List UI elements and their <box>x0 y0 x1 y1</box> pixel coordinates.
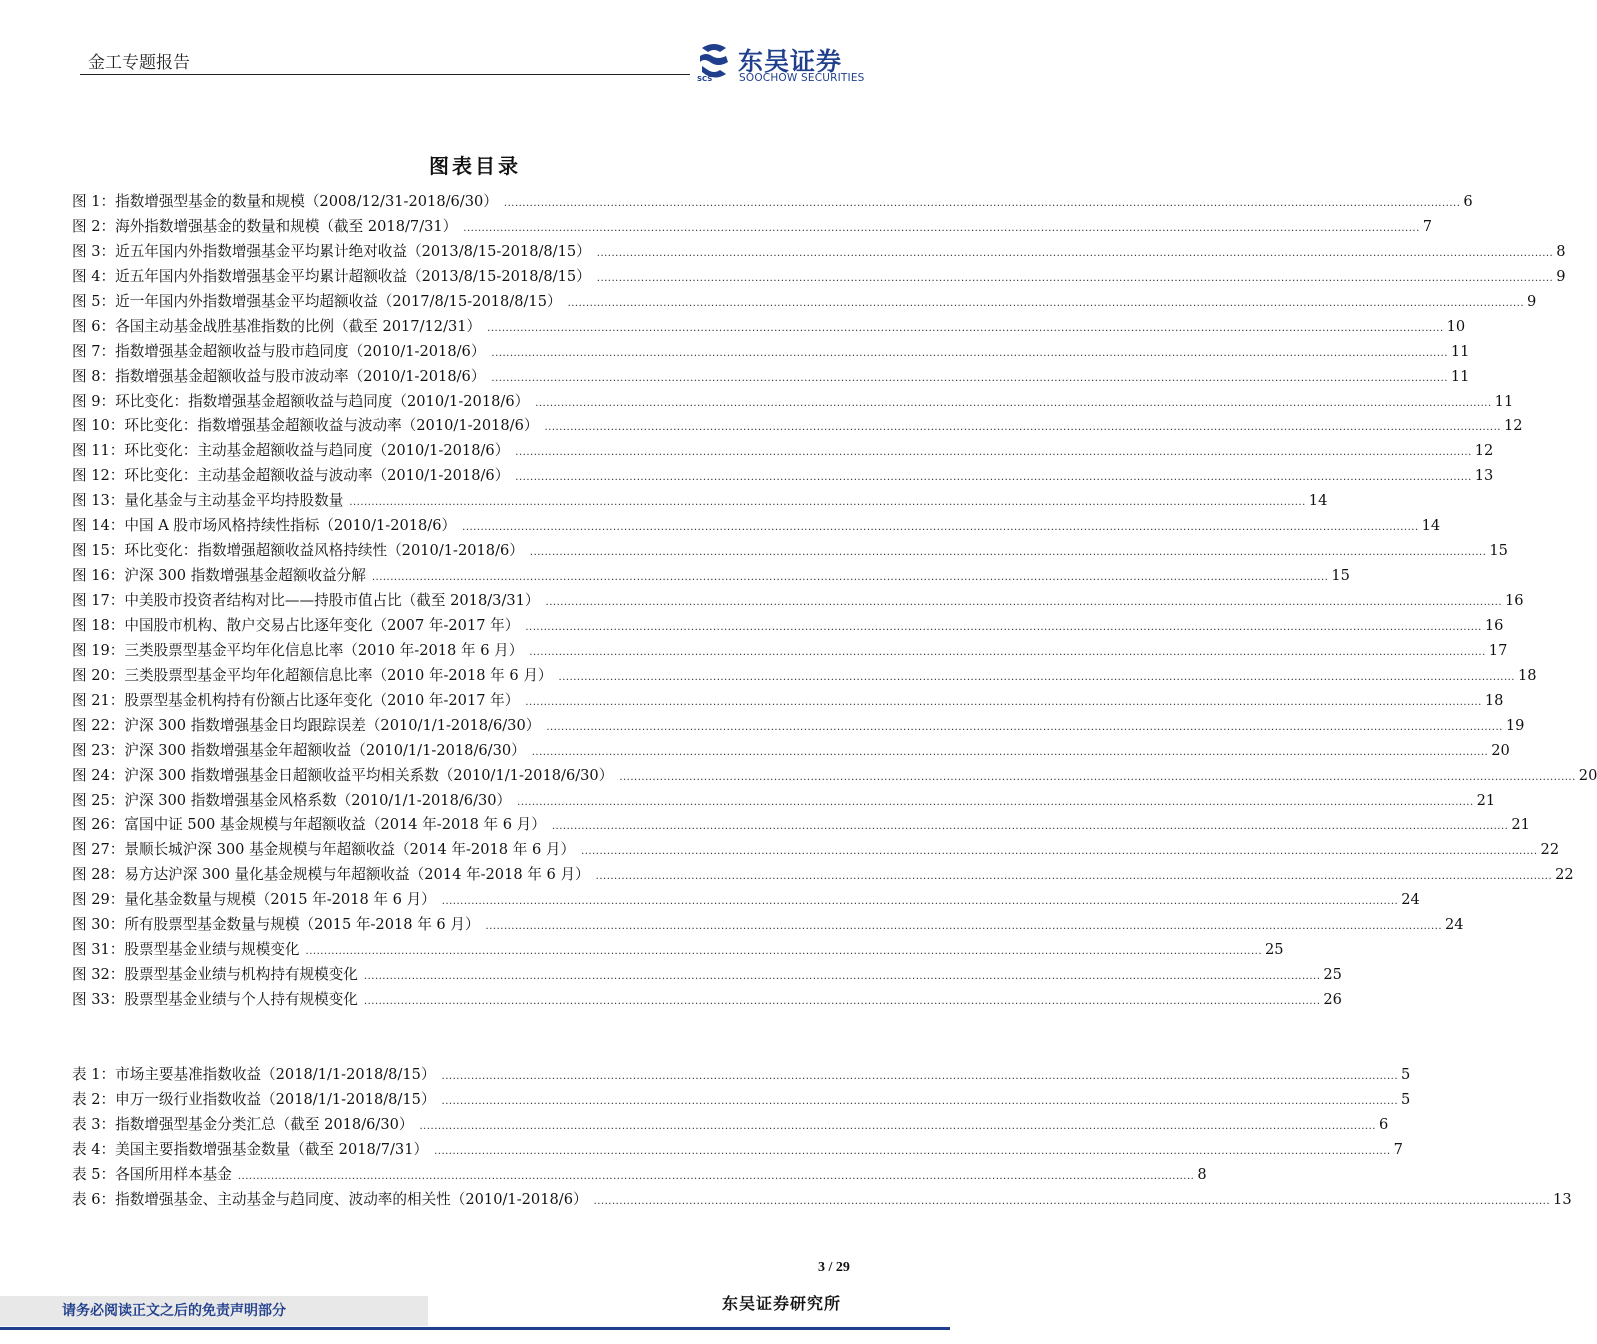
toc-figure-entry[interactable] <box>72 240 1566 265</box>
toc-table-entry-page: 7 <box>1393 1140 1403 1158</box>
toc-figure-entry-label: 图 33：股票型基金业绩与个人持有规模变化 <box>72 991 358 1008</box>
toc-figure-entry[interactable] <box>72 813 1530 838</box>
toc-figure-entry-page: 17 <box>1488 641 1508 659</box>
toc-figure-entry-page: 14 <box>1308 492 1328 510</box>
toc-figure-entry-label: 图 12：环比变化：主动基金超额收益与波动率（2010/1-2018/6） <box>72 467 510 485</box>
toc-figure-entry-label: 图 17：中美股市投资者结构对比——持股市值占比（截至 2018/3/31） <box>72 592 540 609</box>
leader-dots: .................................................................................................................................................................................................................................................................... <box>525 621 1482 633</box>
toc-table-entry[interactable] <box>72 1138 1403 1163</box>
toc-table-entry-page: 8 <box>1197 1165 1207 1183</box>
leader-dots: .................................................................................................................................................................................................................................................................... <box>237 1170 1195 1182</box>
logo-name-cn: 东吴证券 <box>738 47 843 76</box>
leader-dots: .................................................................................................................................................................................................................................................................... <box>503 198 1461 209</box>
leader-dots: .................................................................................................................................................................................................................................................................... <box>531 746 1489 758</box>
toc-figure-entry-page: 16 <box>1484 616 1504 634</box>
toc-table-entry-label: 表 3：指数增强型基金分类汇总（截至 2018/6/30） <box>72 1115 414 1133</box>
toc-figure-entry-page: 22 <box>1540 841 1560 859</box>
toc-figure-entry-page: 9 <box>1556 267 1566 285</box>
toc-figure-entry-label: 图 3：近五年国内外指数增强基金平均累计绝对收益（2013/8/15-2018/8/15） <box>72 242 591 260</box>
toc-figure-entry-page: 10 <box>1446 317 1466 335</box>
toc-table-entry-label: 表 6：指数增强基金、主动基金与趋同度、波动率的相关性（2010/1-2018/6） <box>72 1190 588 1208</box>
toc-figure-entry-page: 18 <box>1517 666 1537 684</box>
leader-dots: .................................................................................................................................................................................................................................................................... <box>581 846 1538 858</box>
leader-dots: .................................................................................................................................................................................................................................................................... <box>546 721 1503 733</box>
leader-dots: .................................................................................................................................................................................................................................................................... <box>305 946 1262 958</box>
toc-figure-entry-page: 16 <box>1505 592 1524 609</box>
leader-dots: .................................................................................................................................................................................................................................................................... <box>619 771 1576 783</box>
report-type-label: 金工专题报告 <box>88 53 190 73</box>
leader-dots: .................................................................................................................................................................................................................................................................... <box>595 871 1553 883</box>
leader-dots: .................................................................................................................................................................................................................................................................... <box>462 522 1419 534</box>
toc-figure-entry[interactable] <box>72 564 1350 589</box>
toc-figure-entry-label: 图 6：各国主动基金战胜基准指数的比例（截至 2017/12/31） <box>72 317 482 335</box>
toc-table-entry-page: 5 <box>1401 1066 1411 1083</box>
toc-figure-entry-page: 26 <box>1323 991 1342 1008</box>
leader-dots: .................................................................................................................................................................................................................................................................... <box>525 696 1482 708</box>
toc-figure-entry-page: 9 <box>1527 292 1537 310</box>
toc-figure-entry[interactable] <box>72 539 1508 564</box>
toc-figure-entry-label: 图 9：环比变化：指数增强基金超额收益与趋同度（2010/1-2018/6） <box>72 392 530 410</box>
toc-table-entry[interactable] <box>72 1063 1411 1088</box>
toc-figure-entry-label: 图 1：指数增强型基金的数量和规模（2008/12/31-2018/6/30） <box>72 193 498 210</box>
toc-figure-entry-page: 11 <box>1450 342 1470 360</box>
toc-figure-entry-label: 图 15：环比变化：指数增强超额收益风格持续性（2010/1-2018/6） <box>72 542 524 560</box>
toc-figure-entry[interactable] <box>72 315 1466 340</box>
toc-figure-entry[interactable] <box>72 215 1433 240</box>
toc-figure-entry-label: 图 11：环比变化：主动基金超额收益与趋同度（2010/1-2018/6） <box>72 442 510 460</box>
toc-table-entry[interactable] <box>72 1188 1572 1213</box>
toc-figure-entry[interactable] <box>72 589 1524 614</box>
leader-dots: .................................................................................................................................................................................................................................................................... <box>551 821 1509 833</box>
toc-figure-entry[interactable] <box>72 988 1342 1013</box>
toc-figure-entry-label: 图 32：股票型基金业绩与机构持有规模变化 <box>72 966 358 984</box>
toc-figure-entry-label: 图 20：三类股票型基金平均年化超额信息比率（2010 年-2018 年 6 月） <box>72 666 553 684</box>
toc-figure-entry-label: 图 28：易方达沪深 300 量化基金规模与年超额收益（2014 年-2018 年 6 月） <box>72 866 590 884</box>
toc-figure-entry-label: 图 2：海外指数增强基金的数量和规模（截至 2018/7/31） <box>72 217 458 235</box>
toc-figure-entry[interactable] <box>72 739 1510 764</box>
footer-disclaimer[interactable]: 请务必阅读正文之后的免责声明部分 <box>62 1303 286 1319</box>
footer-institute: 东吴证券研究所 <box>722 1294 842 1313</box>
leader-dots: .................................................................................................................................................................................................................................................................... <box>558 671 1515 683</box>
toc-figure-entry-page: 14 <box>1421 517 1441 535</box>
toc-figure-entry[interactable] <box>72 863 1574 888</box>
toc-figure-entry[interactable] <box>72 614 1504 639</box>
leader-dots: .................................................................................................................................................................................................................................................................... <box>544 422 1501 434</box>
toc-figure-entry-page: 6 <box>1463 193 1473 210</box>
toc-figure-entry-page: 15 <box>1489 542 1508 560</box>
leader-dots: .................................................................................................................................................................................................................................................................... <box>596 247 1554 259</box>
leader-dots: .................................................................................................................................................................................................................................................................... <box>434 1145 1391 1157</box>
toc-figure-entry-page: 12 <box>1474 442 1494 460</box>
toc-figure-entry-label: 图 4：近五年国内外指数增强基金平均累计超额收益（2013/8/15-2018/8/15） <box>72 267 591 285</box>
leader-dots: .................................................................................................................................................................................................................................................................... <box>491 372 1448 384</box>
toc-table-entry-page: 13 <box>1553 1190 1572 1208</box>
toc-figure-entry-label: 图 21：股票型基金机构持有份额占比逐年变化（2010 年-2017 年） <box>72 691 520 709</box>
toc-figure-entry-label: 图 31：股票型基金业绩与规模变化 <box>72 941 300 959</box>
leader-dots: .................................................................................................................................................................................................................................................................... <box>485 921 1443 933</box>
leader-dots: .................................................................................................................................................................................................................................................................... <box>567 297 1525 309</box>
leader-dots: .................................................................................................................................................................................................................................................................... <box>515 472 1472 484</box>
toc-figure-entry-label: 图 23：沪深 300 指数增强基金年超额收益（2010/1/1-2018/6/30） <box>72 741 526 759</box>
toc-figure-entry-page: 24 <box>1445 916 1464 934</box>
footer-rule <box>0 1327 950 1330</box>
toc-table-entry-label: 表 2：申万一级行业指数收益（2018/1/1-2018/8/15） <box>72 1090 436 1108</box>
toc-table-entry-label: 表 4：美国主要指数增强基金数量（截至 2018/7/31） <box>72 1140 429 1158</box>
toc-figure-entry-page: 11 <box>1450 367 1470 385</box>
toc-figure-entry[interactable] <box>72 365 1470 390</box>
leader-dots: .................................................................................................................................................................................................................................................................... <box>515 447 1472 459</box>
toc-figure-entry-page: 8 <box>1556 242 1566 260</box>
toc-figure-entry[interactable] <box>72 414 1523 439</box>
toc-figure-entry-label: 图 8：指数增强基金超额收益与股市波动率（2010/1-2018/6） <box>72 367 486 385</box>
toc-figure-entry-label: 图 13：量化基金与主动基金平均持股数量 <box>72 492 344 510</box>
toc-table-entry-label: 表 1：市场主要基准指数收益（2018/1/1-2018/8/15） <box>72 1066 436 1083</box>
toc-figure-entry[interactable] <box>72 464 1494 489</box>
toc-figure-entry-page: 20 <box>1491 741 1510 759</box>
toc-figure-entry[interactable] <box>72 340 1470 365</box>
toc-figure-entry-label: 图 14：中国 A 股市场风格持续性指标（2010/1-2018/6） <box>72 517 457 535</box>
toc-figure-entry[interactable] <box>72 190 1473 215</box>
toc-figure-entry-page: 19 <box>1505 716 1525 734</box>
table-list <box>72 1063 1572 1213</box>
toc-figure-entry-label: 图 26：富国中证 500 基金规模与年超额收益（2014 年-2018 年 6 月） <box>72 816 546 834</box>
leader-dots: .................................................................................................................................................................................................................................................................... <box>463 222 1420 234</box>
toc-table-entry-label: 表 5：各国所用样本基金 <box>72 1165 232 1183</box>
toc-figure-entry-label: 图 7：指数增强基金超额收益与股市趋同度（2010/1-2018/6） <box>72 342 486 360</box>
toc-figure-entry[interactable] <box>72 439 1494 464</box>
toc-figure-entry-page: 15 <box>1331 567 1350 585</box>
toc-figure-entry[interactable] <box>72 639 1508 664</box>
toc-figure-entry[interactable] <box>72 764 1597 789</box>
logo-abbreviation: SCS <box>697 75 713 83</box>
toc-table-entry-page: 5 <box>1401 1090 1411 1108</box>
toc-figure-entry-label: 图 24：沪深 300 指数增强基金日超额收益平均相关系数（2010/1/1-2018/6/30） <box>72 766 614 784</box>
toc-figure-entry-page: 11 <box>1494 392 1514 410</box>
leader-dots: .................................................................................................................................................................................................................................................................... <box>529 547 1487 559</box>
toc-figure-entry-label: 图 25：沪深 300 指数增强基金风格系数（2010/1/1-2018/6/30） <box>72 791 512 809</box>
toc-figure-entry[interactable] <box>72 838 1560 863</box>
toc-figure-entry[interactable] <box>72 913 1464 938</box>
logo-name-en: SOOCHOW SECURITIES <box>739 72 865 84</box>
toc-figure-entry-page: 7 <box>1422 217 1433 235</box>
leader-dots: .................................................................................................................................................................................................................................................................... <box>363 971 1321 983</box>
toc-figure-entry-page: 13 <box>1474 467 1494 485</box>
toc-figure-entry-label: 图 19：三类股票型基金平均年化信息比率（2010 年-2018 年 6 月） <box>72 641 524 659</box>
leader-dots: .................................................................................................................................................................................................................................................................... <box>349 497 1306 509</box>
toc-figure-entry[interactable] <box>72 265 1566 290</box>
toc-figure-entry[interactable] <box>72 290 1537 315</box>
toc-figure-entry-label: 图 27：景顺长城沪深 300 基金规模与年超额收益（2014 年-2018 年 6 月） <box>72 841 576 859</box>
leader-dots: .................................................................................................................................................................................................................................................................... <box>593 1195 1551 1207</box>
toc-figure-entry[interactable] <box>72 514 1441 539</box>
toc-figure-entry-label: 图 22：沪深 300 指数增强基金日均跟踪误差（2010/1/1-2018/6/30） <box>72 716 541 734</box>
toc-figure-entry[interactable] <box>72 963 1342 988</box>
leader-dots: .................................................................................................................................................................................................................................................................... <box>441 1071 1399 1082</box>
company-logo <box>694 42 894 86</box>
toc-figure-entry-page: 21 <box>1511 816 1530 834</box>
toc-figure-entry-page: 21 <box>1476 791 1496 809</box>
leader-dots: .................................................................................................................................................................................................................................................................... <box>371 572 1329 584</box>
leader-dots: .................................................................................................................................................................................................................................................................... <box>535 397 1492 409</box>
leader-dots: .................................................................................................................................................................................................................................................................... <box>419 1120 1376 1132</box>
leader-dots: .................................................................................................................................................................................................................................................................... <box>529 646 1486 658</box>
toc-table-entry[interactable] <box>72 1088 1411 1113</box>
toc-figure-entry-page: 22 <box>1555 866 1574 884</box>
toc-figure-entry-label: 图 5：近一年国内外指数增强基金平均超额收益（2017/8/15-2018/8/15） <box>72 292 562 310</box>
toc-figure-entry-label: 图 10：环比变化：指数增强基金超额收益与波动率（2010/1-2018/6） <box>72 417 539 435</box>
toc-figure-entry[interactable] <box>72 689 1504 714</box>
toc-figure-entry-label: 图 29：量化基金数量与规模（2015 年-2018 年 6 月） <box>72 891 436 909</box>
leader-dots: .................................................................................................................................................................................................................................................................... <box>363 996 1321 1007</box>
toc-figure-entry[interactable] <box>72 938 1284 963</box>
leader-dots: .................................................................................................................................................................................................................................................................... <box>596 272 1554 284</box>
figure-list <box>72 190 1597 1013</box>
toc-figure-entry-label: 图 18：中国股市机构、散户交易占比逐年变化（2007 年-2017 年） <box>72 616 520 634</box>
toc-figure-entry[interactable] <box>72 789 1496 814</box>
page-number: 3 / 29 <box>818 1260 850 1275</box>
toc-figure-entry[interactable] <box>72 664 1537 689</box>
leader-dots: .................................................................................................................................................................................................................................................................... <box>487 322 1444 334</box>
leader-dots: .................................................................................................................................................................................................................................................................... <box>491 347 1448 359</box>
toc-figure-entry-page: 24 <box>1401 891 1420 909</box>
toc-table-entry-page: 6 <box>1378 1115 1389 1133</box>
leader-dots: .................................................................................................................................................................................................................................................................... <box>441 896 1399 908</box>
toc-figure-entry-label: 图 16：沪深 300 指数增强基金超额收益分解 <box>72 567 366 585</box>
leader-dots: .................................................................................................................................................................................................................................................................... <box>545 597 1502 608</box>
toc-figure-entry[interactable] <box>72 714 1525 739</box>
toc-figure-entry-page: 20 <box>1578 766 1597 784</box>
header-divider <box>80 74 690 75</box>
toc-figure-entry[interactable] <box>72 390 1514 415</box>
toc-figure-entry-page: 18 <box>1484 691 1504 709</box>
toc-figure-entry-page: 25 <box>1265 941 1284 959</box>
toc-title: 图表目录 <box>429 154 521 178</box>
toc-figure-entry-page: 12 <box>1503 417 1523 435</box>
toc-figure-entry-label: 图 30：所有股票型基金数量与规模（2015 年-2018 年 6 月） <box>72 916 480 934</box>
toc-figure-entry[interactable] <box>72 489 1328 514</box>
toc-table-entry[interactable] <box>72 1163 1207 1188</box>
leader-dots: .................................................................................................................................................................................................................................................................... <box>441 1095 1399 1107</box>
toc-table-entry[interactable] <box>72 1113 1389 1138</box>
toc-figure-entry[interactable] <box>72 888 1420 913</box>
leader-dots: .................................................................................................................................................................................................................................................................... <box>517 796 1474 808</box>
toc-figure-entry-page: 25 <box>1323 966 1342 984</box>
